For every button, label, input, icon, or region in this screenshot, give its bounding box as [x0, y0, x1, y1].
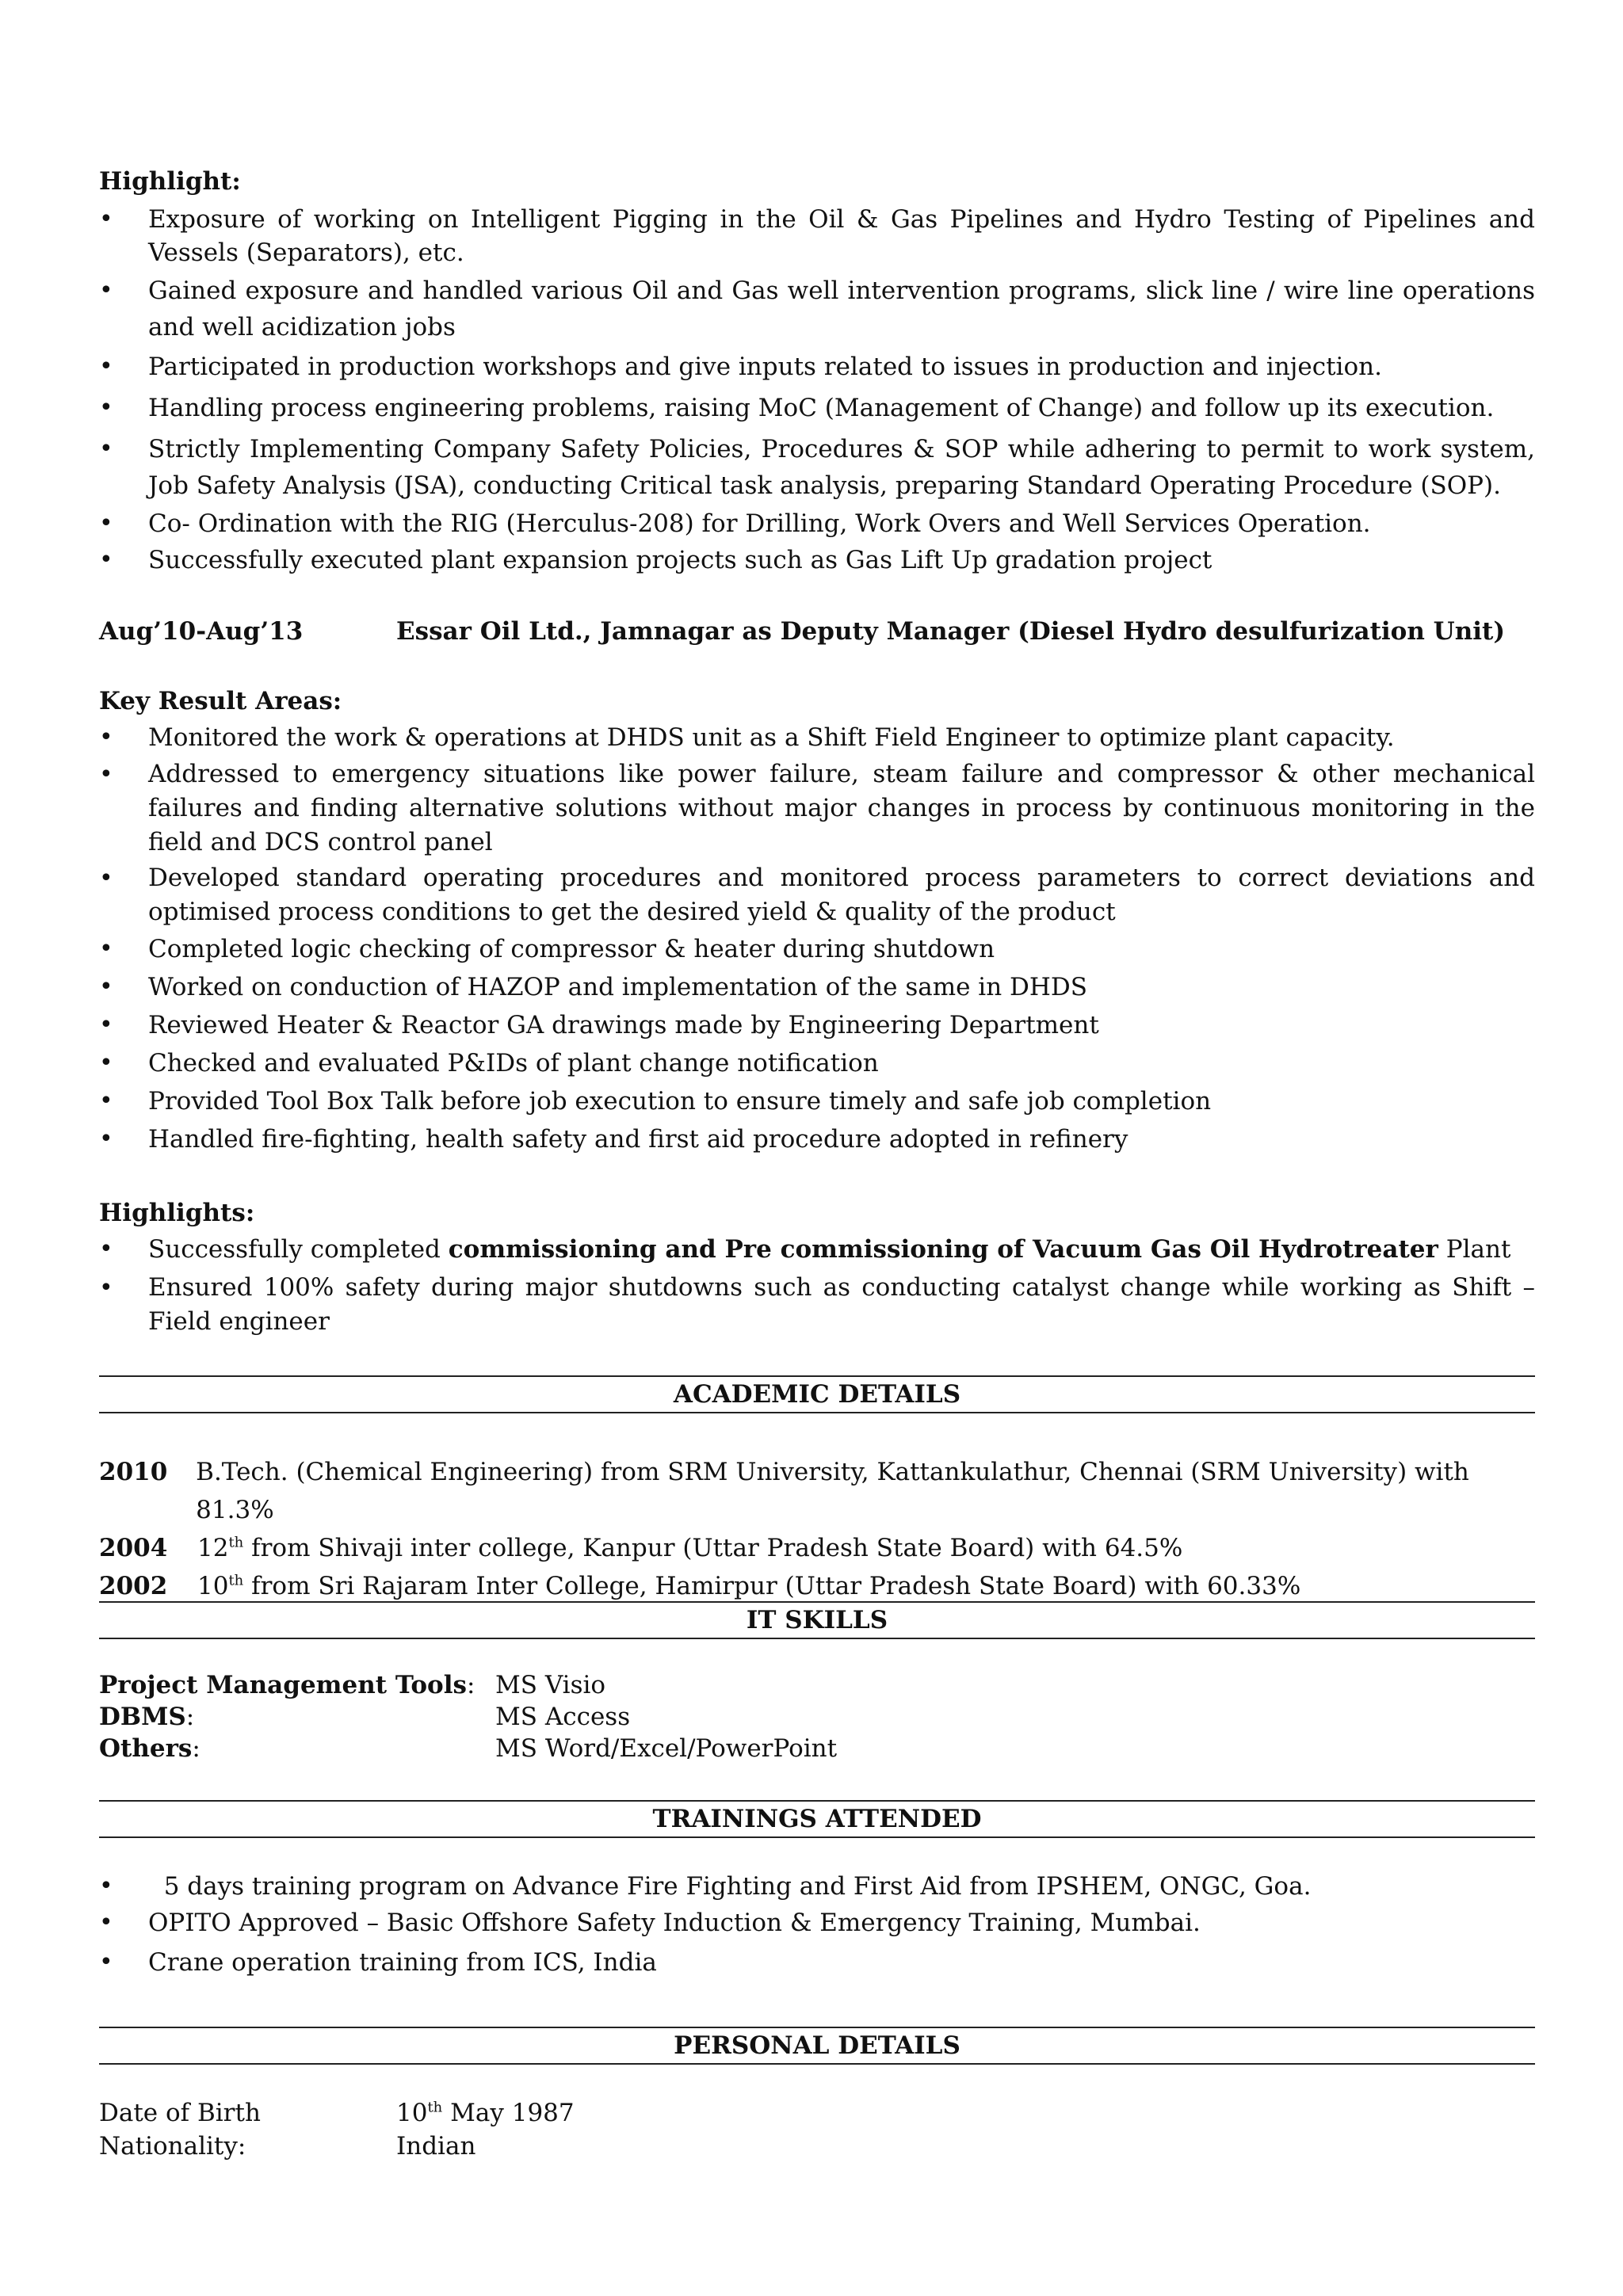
list-item: • Ensured 100% safety during major shutdowns such as conducting catalyst change while working as Shift –Field engineer [99, 1271, 1535, 1339]
skill-key: Project Management Tools [99, 1671, 467, 1699]
list-item: • OPITO Approved – Basic Offshore Safety Induction & Emergency Training, Mumbai. [99, 1905, 1535, 1941]
text-run: from Sri Rajaram Inter College, Hamirpur (Uttar Pradesh State Board) with 60.33% [243, 1572, 1301, 1600]
skill-key: DBMS [99, 1703, 186, 1731]
personal-details [99, 2096, 1535, 2163]
list-item: • Developed standard operating procedures and monitored process parameters to correct deviations and optimised process conditions to get the desired yield & quality of the product [99, 861, 1535, 929]
highlight-section [99, 163, 1535, 578]
job-title: Essar Oil Ltd., Jamnagar as Deputy Manager (Diesel Hydro desulfurization Unit) [396, 617, 1506, 646]
skill-value: MS Visio [495, 1671, 606, 1699]
list-item: • Crane operation training from ICS, India [99, 1944, 1535, 1981]
list-item: • Successfully executed plant expansion projects such as Gas Lift Up gradation project [99, 542, 1535, 578]
personal-row [99, 2096, 1535, 2130]
separator: : [466, 1671, 475, 1699]
trainings-section [99, 1868, 1535, 1981]
dob-label: Date of Birth [99, 2099, 261, 2127]
trainings-list [99, 1868, 1535, 1981]
section-bar-trainings: TRAININGS ATTENDED [99, 1800, 1535, 1838]
list-item: • Handling process engineering problems, raising MoC (Management of Change) and follow up its execution. [99, 390, 1535, 426]
section-bar-academic: ACADEMIC DETAILS [99, 1375, 1535, 1413]
skill-row [99, 1733, 1535, 1764]
superscript: th [427, 2099, 443, 2116]
list-item: • Monitored the work & operations at DHDS unit as a Shift Field Engineer to optimize plant capacity. [99, 719, 1535, 756]
text-run: 10 [197, 1572, 229, 1600]
list-item: • Worked on conduction of HAZOP and implementation of the same in DHDS [99, 969, 1535, 1005]
skill-label [99, 1733, 495, 1764]
section-bar-personal: PERSONAL DETAILS [99, 2027, 1535, 2065]
separator: : [185, 1703, 195, 1731]
text-run: May 1987 [442, 2099, 575, 2127]
list-item: • Co- Ordination with the RIG (Herculus-208) for Drilling, Work Overs and Well Services Operation. [99, 505, 1535, 542]
section-heading-highlights: Highlights: [99, 1199, 255, 1227]
text-run: Plant [1438, 1235, 1511, 1264]
bold-text-run: commissioning and Pre commissioning of Vacuum Gas Oil Hydrotreater [448, 1235, 1438, 1264]
highlights-section [99, 1195, 1535, 1339]
academic-text [197, 1529, 1182, 1567]
academic-row [99, 1567, 1535, 1605]
academic-list [99, 1453, 1535, 1605]
list-item: • 5 days training program on Advance Fire Fighting and First Aid from IPSHEM, ONGC, Goa. [99, 1868, 1535, 1905]
academic-year: 2004 [99, 1534, 168, 1562]
list-item [99, 1231, 1535, 1268]
list-item: • Provided Tool Box Talk before job execution to ensure timely and safe job completion [99, 1083, 1535, 1119]
highlight-list [99, 203, 1535, 578]
list-item: • Participated in production workshops and give inputs related to issues in production and injection. [99, 349, 1535, 385]
academic-text [196, 1453, 1535, 1529]
kra-list [99, 719, 1535, 1158]
academic-text [197, 1567, 1300, 1605]
list-item: • Exposure of working on Intelligent Pigging in the Oil & Gas Pipelines and Hydro Testing of Pipelines and Vessels (Separators), etc. [99, 203, 1535, 269]
skill-key: Others [99, 1734, 193, 1763]
list-item: • Checked and evaluated P&IDs of plant change notification [99, 1045, 1535, 1081]
text-run: 12 [197, 1534, 229, 1562]
list-item: • Reviewed Heater & Reactor GA drawings made by Engineering Department [99, 1007, 1535, 1043]
nationality-value: Indian [396, 2132, 476, 2161]
academic-year: 2002 [99, 1572, 168, 1600]
highlights-list [99, 1231, 1535, 1339]
skill-row [99, 1701, 1535, 1733]
dob-value [396, 2096, 575, 2130]
list-item: • Handled fire-fighting, health safety and first aid procedure adopted in refinery [99, 1121, 1535, 1158]
skill-value: MS Word/Excel/PowerPoint [495, 1734, 838, 1763]
personal-row [99, 2130, 1535, 2163]
skill-label [99, 1669, 495, 1701]
text-run: from Shivaji inter college, Kanpur (Uttar Pradesh State Board) with 64.5% [243, 1534, 1183, 1562]
skill-row [99, 1669, 1535, 1701]
skill-value: MS Access [495, 1703, 631, 1731]
text-run: B.Tech. (Chemical Engineering) from SRM University, Kattankulathur, Chennai (SRM University) with 81.3% [196, 1458, 1469, 1524]
academic-row [99, 1453, 1535, 1529]
list-item: • Completed logic checking of compressor & heater during shutdown [99, 931, 1535, 967]
job-dates: Aug’10-Aug’13 [99, 617, 304, 646]
it-skills-list [99, 1669, 1535, 1764]
section-bar-it-skills: IT SKILLS [99, 1601, 1535, 1639]
separator: : [192, 1734, 200, 1763]
section-heading-kra: Key Result Areas: [99, 687, 342, 715]
section-heading-highlight: Highlight: [99, 167, 241, 196]
superscript: th [228, 1534, 244, 1551]
academic-year: 2010 [99, 1458, 168, 1486]
text-run: Successfully completed [148, 1235, 449, 1264]
list-item: • Addressed to emergency situations like power failure, steam failure and compressor & other mechanical failures and finding alternative solutions without major changes in process by continuous monitoring in the field and DCS control panel [99, 757, 1535, 860]
nationality-label: Nationality: [99, 2132, 246, 2161]
list-item: • Gained exposure and handled various Oil and Gas well intervention programs, slick line / wire line operations and well acidization jobs [99, 273, 1535, 345]
list-item: • Strictly Implementing Company Safety Policies, Procedures & SOP while adhering to permit to work system, Job Safety Analysis (JSA), conducting Critical task analysis, preparing Standard Operating Procedure (SOP). [99, 431, 1535, 504]
skill-label [99, 1701, 495, 1733]
text-run: 10 [396, 2099, 428, 2127]
academic-row [99, 1529, 1535, 1567]
superscript: th [228, 1572, 244, 1589]
kra-section [99, 683, 1535, 1158]
job-header [99, 613, 1535, 650]
